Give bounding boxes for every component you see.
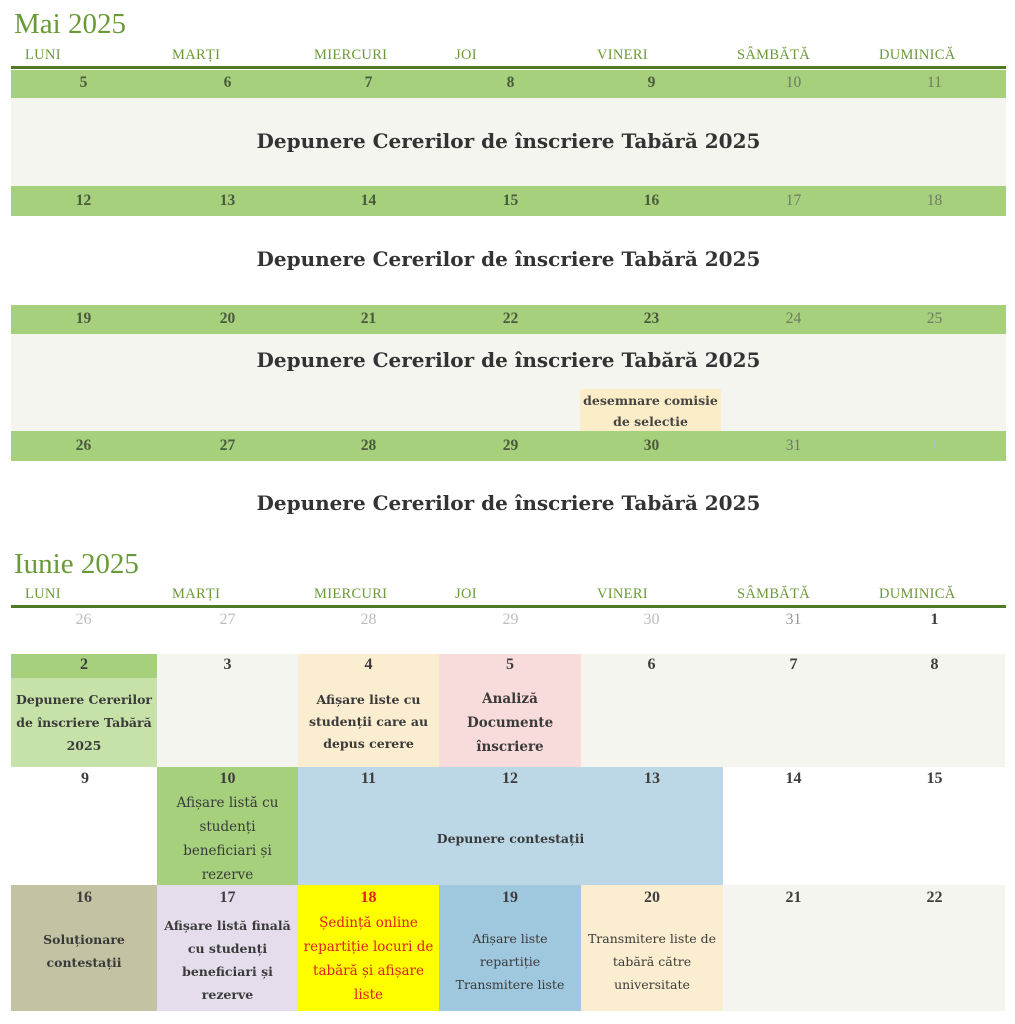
event-text: Afișare listă cu studenți beneficiari și rezerve (176, 795, 279, 883)
day-number: 19 (502, 889, 518, 906)
weekday-label: DUMINICĂ (879, 47, 956, 63)
event-text: Afișare liste cu studenții care au depus cerere (308, 692, 429, 751)
day-number: 6 (223, 74, 232, 91)
weekday-label: SÂMBĂTĂ (737, 47, 810, 63)
day-number: 7 (364, 74, 373, 91)
weekday-label: MARȚI (172, 586, 221, 602)
event-text: Depunere Cererilor de înscriere Tabără 2025 (16, 692, 152, 753)
calendar-day-cell (157, 767, 298, 885)
day-number: 30 (643, 611, 660, 628)
weekday-label: SÂMBĂTĂ (737, 586, 810, 602)
may-week3-day-band (11, 305, 1006, 334)
day-number: 17 (785, 192, 802, 209)
day-number: 16 (76, 889, 92, 906)
weekday-label: LUNI (25, 586, 61, 602)
weekday-label: MIERCURI (314, 586, 388, 602)
day-number: 14 (785, 770, 802, 787)
day-number: 22 (926, 889, 943, 906)
day-number: 11 (360, 770, 377, 787)
calendar-day-cell (298, 610, 439, 654)
day-number: 15 (926, 770, 943, 787)
calendar-day-cell (439, 885, 581, 1011)
calendar-day-cell (157, 885, 298, 1011)
calendar-day-cell (581, 885, 723, 1011)
calendar-day-cell (581, 610, 722, 654)
june-weekday-header (11, 586, 1006, 608)
day-number: 20 (644, 889, 660, 906)
day-number: 18 (926, 192, 943, 209)
day-number: 8 (930, 656, 939, 673)
appeals-submission-span (298, 767, 723, 885)
day-number: 9 (647, 74, 656, 91)
day-number: 26 (75, 437, 92, 454)
day-number: 20 (219, 310, 236, 327)
may-week4-event: Depunere Cererilor de înscriere Tabără 2025 (256, 491, 761, 515)
day-number: 26 (75, 611, 92, 628)
day-number: 5 (506, 656, 514, 673)
may-month-title: Mai 2025 (14, 8, 126, 40)
day-number: 10 (785, 74, 802, 91)
day-number: 17 (219, 889, 236, 906)
weekday-label: MIERCURI (314, 47, 388, 63)
day-number: 30 (643, 437, 660, 454)
weekday-label: MARȚI (172, 47, 221, 63)
calendar-day-cell (11, 678, 157, 767)
calendar-day-cell (439, 654, 581, 767)
day-number: 31 (785, 611, 802, 628)
weekday-label: VINERI (597, 47, 648, 63)
day-number: 6 (647, 656, 656, 673)
event-text: Depunere contestații (436, 831, 585, 846)
may-week4-day-band (11, 431, 1006, 461)
day-number: 16 (643, 192, 660, 209)
day-number: 1 (930, 437, 939, 454)
day-number: 3 (223, 656, 232, 673)
event-text: Soluționare contestații (43, 932, 125, 970)
may-week3-event: Depunere Cererilor de înscriere Tabără 2025 (256, 348, 761, 372)
event-text: Transmitere liste de tabără către universitate (587, 931, 717, 992)
calendar-day-cell (723, 610, 864, 654)
day-number: 27 (219, 437, 236, 454)
weekday-label: VINERI (597, 586, 648, 602)
calendar-day-cell (11, 885, 157, 1011)
calendar-day-cell (864, 610, 1005, 654)
may-week2-day-band (11, 186, 1006, 216)
weekday-label: JOI (455, 47, 477, 63)
day-number: 24 (785, 310, 802, 327)
day-number: 23 (643, 310, 660, 327)
calendar-day-cell-highlighted (298, 885, 439, 1011)
day-number: 13 (219, 192, 236, 209)
day-number: 27 (219, 611, 236, 628)
day-number: 29 (502, 611, 519, 628)
weekday-label: DUMINICĂ (879, 586, 956, 602)
day-number: 11 (927, 74, 942, 91)
event-text: Afișare listă finală cu studenți beneficiari și rezerve (164, 918, 291, 1002)
may-week1-day-band (11, 70, 1006, 98)
event-text: Ședință online repartiție locuri de tabără și afișare liste (303, 915, 434, 1003)
calendar-day-cell (440, 610, 581, 654)
day-number: 28 (360, 611, 377, 628)
day-number: 21 (785, 889, 802, 906)
weekday-label: JOI (455, 586, 477, 602)
calendar-day-header (11, 654, 157, 678)
calendar-day-cell (157, 610, 298, 654)
may-week2-event: Depunere Cererilor de înscriere Tabără 2025 (256, 247, 761, 271)
day-number: 1 (930, 611, 939, 628)
day-number: 29 (502, 437, 519, 454)
weekday-label: LUNI (25, 47, 61, 63)
may-weekday-header (11, 47, 1006, 69)
day-number: 21 (360, 310, 377, 327)
selection-committee-note: desemnare comisie de selectie (583, 393, 718, 429)
may-week1-event: Depunere Cererilor de înscriere Tabără 2025 (256, 129, 761, 153)
day-number: 15 (502, 192, 519, 209)
day-number: 18 (360, 889, 377, 906)
day-number: 14 (360, 192, 377, 209)
day-number: 31 (785, 437, 802, 454)
event-text: Afișare liste repartiție Transmitere liste (455, 931, 565, 992)
calendar-weekend-cells (723, 885, 1005, 1011)
day-number: 19 (75, 310, 92, 327)
calendar-day-cell (13, 610, 154, 654)
day-number: 8 (506, 74, 515, 91)
day-number: 28 (360, 437, 377, 454)
day-number: 5 (79, 74, 88, 91)
calendar-day-cell (157, 654, 298, 767)
day-number: 12 (502, 770, 518, 787)
day-number: 7 (789, 656, 798, 673)
day-number: 4 (364, 656, 373, 673)
day-number: 9 (81, 770, 89, 787)
day-number: 10 (219, 770, 236, 787)
day-number: 12 (75, 192, 92, 209)
day-number: 2 (80, 656, 88, 673)
day-number: 25 (926, 310, 943, 327)
june-month-title: Iunie 2025 (14, 548, 139, 580)
event-text: Analiză Documente înscriere (467, 691, 554, 755)
day-number: 22 (502, 310, 519, 327)
calendar-day-cell (298, 654, 439, 767)
calendar-day-cell (13, 767, 157, 885)
day-number: 13 (644, 770, 660, 787)
